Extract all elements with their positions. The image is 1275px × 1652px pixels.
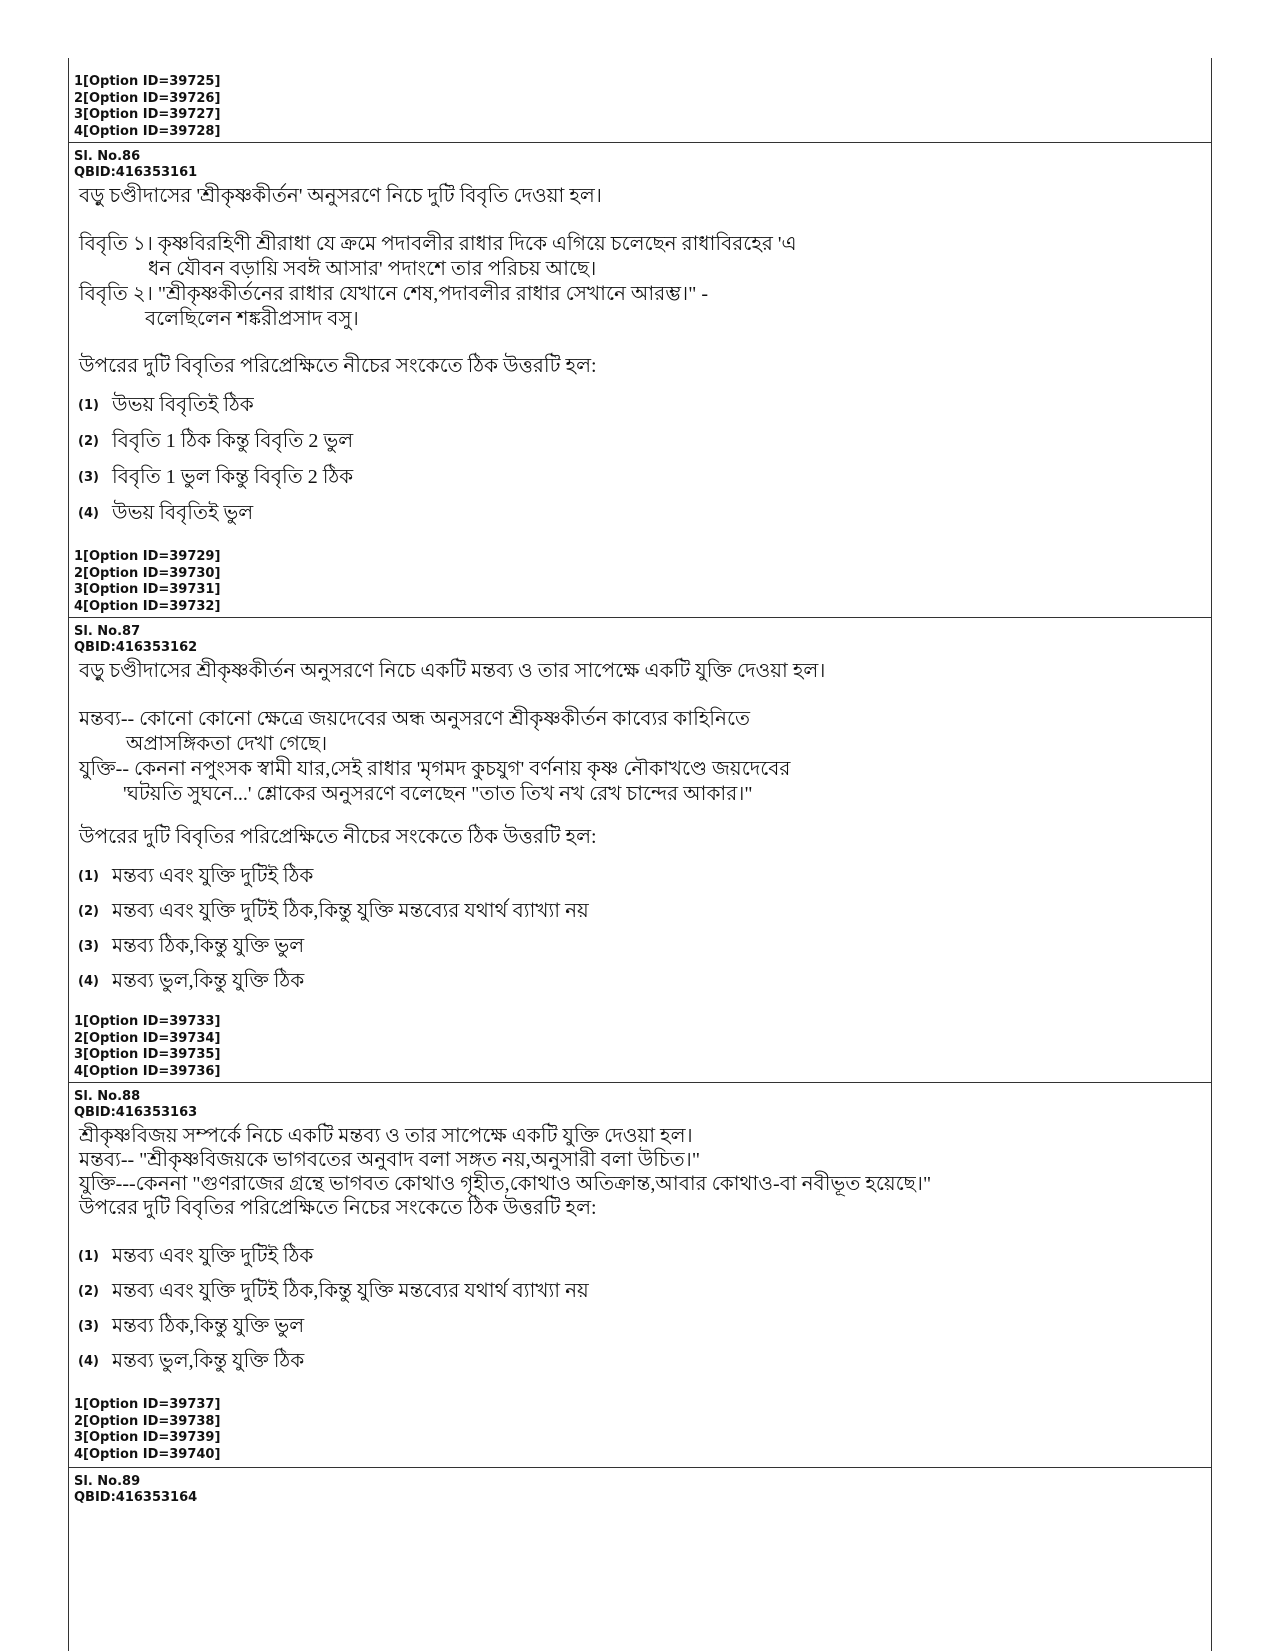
option-number: (4)	[78, 1354, 99, 1369]
option-id: 4[Option ID=39736]	[74, 1063, 221, 1079]
option-number: (3)	[78, 470, 99, 485]
option-text: মন্তব্য ভুল,কিন্তু যুক্তি ঠিক	[112, 1350, 305, 1372]
option-number: (1)	[78, 398, 99, 413]
question-block-87	[69, 617, 1211, 1083]
option-2	[78, 1276, 589, 1309]
option-1	[78, 1241, 313, 1274]
option-id: 1[Option ID=39725]	[74, 74, 221, 89]
option-id: 4[Option ID=39740]	[74, 1446, 221, 1462]
reason-line: যুক্তি-- কেননা নপুংসক স্বামী যার,সেই রাধার 'মৃগমদ কুচযুগ' বর্ণনায় কৃষ্ণ নৌকাখণ্ডে জয়দেবের	[79, 758, 791, 780]
serial-number: Sl. No.89	[74, 1474, 141, 1489]
option-3	[78, 462, 353, 495]
option-text: মন্তব্য এবং যুক্তি দুটিই ঠিক	[112, 1245, 314, 1267]
option-id: 4[Option ID=39728]	[74, 123, 221, 139]
option-id: 3[Option ID=39739]	[74, 1430, 221, 1445]
option-text: মন্তব্য ভুল,কিন্তু যুক্তি ঠিক	[112, 970, 305, 992]
question-prompt: উপরের দুটি বিবৃতির পরিপ্রেক্ষিতে নীচের সংকেতে ঠিক উত্তরটি হল:	[79, 355, 597, 377]
statement-1: বিবৃতি ১। কৃষ্ণবিরহিণী শ্রীরাধা যে ক্রমে পদাবলীর রাধার দিকে এগিয়ে চলেছেন রাধাবিরহের 'এ	[79, 233, 797, 255]
statement-2: বিবৃতি ২। "শ্রীকৃষ্ণকীর্তনের রাধার যেখানে শেষ,পদাবলীর রাধার সেখানে আরম্ভ।" -	[79, 283, 709, 305]
question-header	[74, 149, 197, 181]
option-id: 2[Option ID=39738]	[74, 1413, 221, 1429]
reason-line-cont: 'ঘটয়তি সুঘনে...' শ্লোকের অনুসরণে বলেছেন "তাত তিখ নখ রেখ চান্দের আকার।"	[123, 783, 753, 805]
question-paper-frame	[68, 58, 1212, 1651]
option-4	[78, 966, 304, 999]
statement-1-cont: ধন যৌবন বড়ায়ি সবঈ আসার' পদাংশে তার পরিচয় আছে।	[148, 258, 597, 280]
question-header	[74, 624, 197, 656]
option-text: মন্তব্য ঠিক,কিন্তু যুক্তি ভুল	[112, 1315, 305, 1337]
question-header	[74, 1474, 197, 1506]
option-id: 4[Option ID=39732]	[74, 598, 221, 614]
option-number: (1)	[78, 869, 99, 884]
comment-line: মন্তব্য-- "শ্রীকৃষ্ণবিজয়কে ভাগবতের অনুবাদ বলা সঙ্গত নয়,অনুসারী বলা উচিত।"	[79, 1149, 700, 1171]
question-intro: বড়ু চণ্ডীদাসের 'শ্রীকৃষ্ণকীর্তন' অনুসরণে নিচে দুটি বিবৃতি দেওয়া হল।	[79, 185, 602, 207]
option-1	[78, 861, 313, 894]
option-number: (2)	[78, 904, 99, 919]
option-id-list	[74, 549, 220, 615]
option-number: (1)	[78, 1249, 99, 1264]
option-text: মন্তব্য ঠিক,কিন্তু যুক্তি ভুল	[112, 935, 305, 957]
option-text: মন্তব্য এবং যুক্তি দুটিই ঠিক,কিন্তু যুক্তি মন্তব্যের যথার্থ ব্যাখ্যা নয়	[112, 900, 589, 922]
question-intro: বড়ু চণ্ডীদাসের শ্রীকৃষ্ণকীর্তন অনুসরণে নিচে একটি মন্তব্য ও তার সাপেক্ষে একটি যুক্তি দেওয়া হল।	[79, 660, 826, 682]
option-id: 2[Option ID=39730]	[74, 565, 221, 581]
option-id-list	[74, 1397, 220, 1463]
option-number: (2)	[78, 434, 99, 449]
serial-number: Sl. No.88	[74, 1089, 141, 1104]
qbid: QBID:416353161	[74, 165, 198, 180]
option-id-list	[74, 1014, 220, 1080]
option-text: মন্তব্য এবং যুক্তি দুটিই ঠিক,কিন্তু যুক্তি মন্তব্যের যথার্থ ব্যাখ্যা নয়	[112, 1280, 589, 1302]
serial-number: Sl. No.87	[74, 624, 141, 639]
option-id: 3[Option ID=39731]	[74, 582, 221, 597]
option-text: বিবৃতি 1 ভুল কিন্তু বিবৃতি 2 ঠিক	[112, 466, 354, 488]
qbid: QBID:416353164	[74, 1490, 198, 1505]
question-prompt: উপরের দুটি বিবৃতির পরিপ্রেক্ষিতে নীচের সংকেতে ঠিক উত্তরটি হল:	[79, 826, 597, 848]
option-number: (3)	[78, 939, 99, 954]
statement-2-cont: বলেছিলেন শঙ্করীপ্রসাদ বসু।	[145, 308, 359, 330]
qbid: QBID:416353162	[74, 640, 198, 655]
option-text: উভয় বিবৃতিই ঠিক	[112, 394, 254, 416]
option-4	[78, 1346, 304, 1379]
question-prompt: উপরের দুটি বিবৃতির পরিপ্রেক্ষিতে নিচের সংকেতে ঠিক উত্তরটি হল:	[79, 1197, 597, 1219]
option-2	[78, 426, 353, 459]
option-text: বিবৃতি 1 ঠিক কিন্তু বিবৃতি 2 ভুল	[112, 430, 354, 452]
option-text: উভয় বিবৃতিই ভুল	[112, 502, 254, 524]
reason-line: যুক্তি---কেননা "গুণরাজের গ্রন্থে ভাগবত কোথাও গৃহীত,কোথাও অতিক্রান্ত,আবার কোথাও-বা নবীভূত হয়েছে।"	[79, 1173, 932, 1195]
option-2	[78, 896, 589, 929]
option-id: 1[Option ID=39737]	[74, 1397, 221, 1412]
question-intro: শ্রীকৃষ্ণবিজয় সম্পর্কে নিচে একটি মন্তব্য ও তার সাপেক্ষে একটি যুক্তি দেওয়া হল।	[79, 1125, 693, 1147]
question-block-88	[69, 1082, 1211, 1468]
qbid: QBID:416353163	[74, 1105, 198, 1120]
option-4	[78, 498, 253, 531]
option-id: 1[Option ID=39733]	[74, 1014, 221, 1029]
option-id-list	[74, 74, 220, 140]
serial-number: Sl. No.86	[74, 149, 141, 164]
comment-line: মন্তব্য-- কোনো কোনো ক্ষেত্রে জয়দেবের অন্ধ অনুসরণে শ্রীকৃষ্ণকীর্তন কাব্যের কাহিনিতে	[79, 708, 751, 730]
option-text: মন্তব্য এবং যুক্তি দুটিই ঠিক	[112, 865, 314, 887]
option-3	[78, 931, 304, 964]
option-id: 3[Option ID=39727]	[74, 107, 221, 122]
option-number: (4)	[78, 506, 99, 521]
option-1	[78, 390, 254, 423]
option-number: (2)	[78, 1284, 99, 1299]
option-id: 1[Option ID=39729]	[74, 549, 221, 564]
option-number: (3)	[78, 1319, 99, 1334]
option-id: 2[Option ID=39734]	[74, 1030, 221, 1046]
question-block-86	[69, 142, 1211, 618]
question-header	[74, 1089, 197, 1121]
comment-line-cont: অপ্রাসঙ্গিকতা দেখা গেছে।	[126, 733, 328, 755]
option-3	[78, 1311, 304, 1344]
question-block-89	[69, 1467, 1211, 1652]
option-id: 2[Option ID=39726]	[74, 90, 221, 106]
option-id: 3[Option ID=39735]	[74, 1047, 221, 1062]
option-number: (4)	[78, 974, 99, 989]
